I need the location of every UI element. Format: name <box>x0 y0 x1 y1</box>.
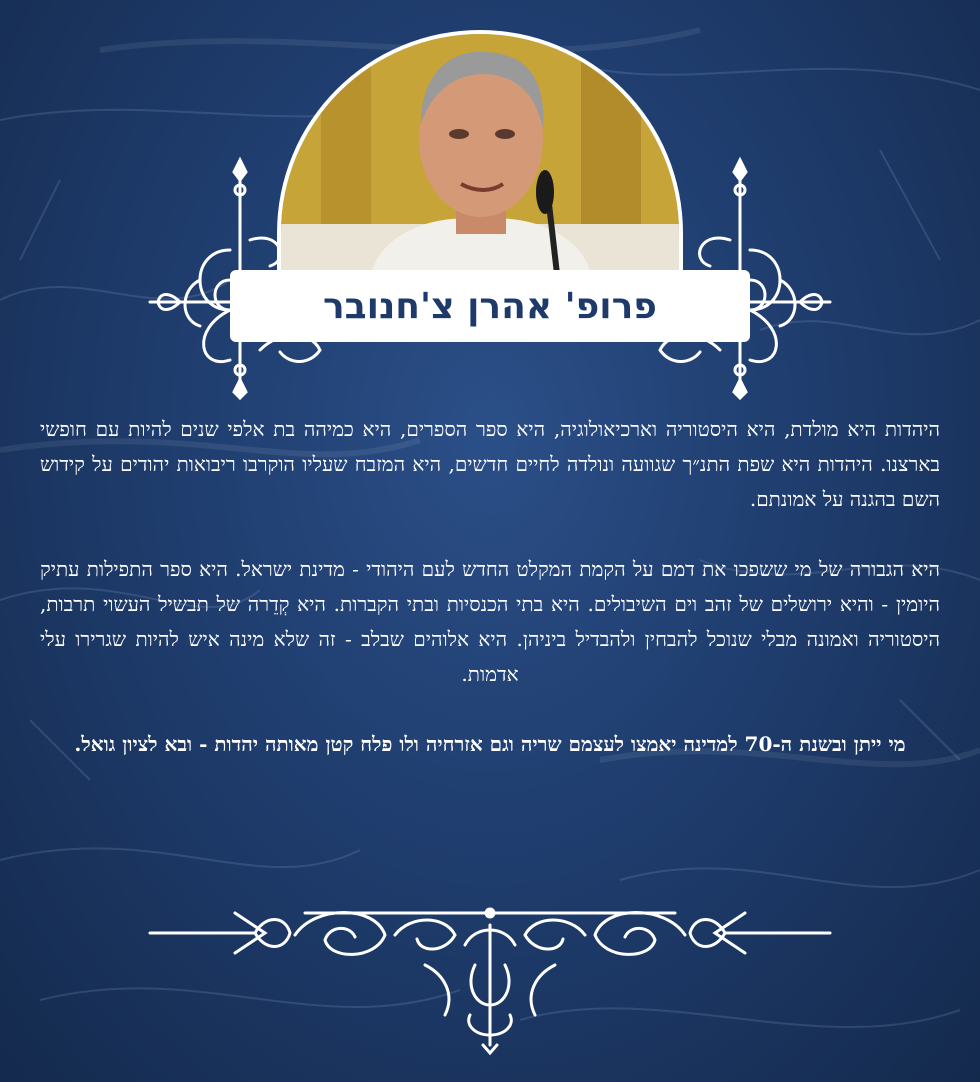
title-banner <box>230 270 750 342</box>
portrait-photo <box>277 30 683 270</box>
paragraph-3: מי ייתן ובשנת ה-70 למדינה יאמצו לעצמם שריה וגם אזרחיה ולו פלח קטן מאותה יהדות - ובא לציון גואל. <box>74 732 906 756</box>
footer-ornament <box>145 905 835 1055</box>
page-title: פרופ' אהרן צ'חנובר <box>322 285 657 327</box>
paragraph-1: היהדות היא מולדת, היא היסטוריה וארכיאולוגיה, היא ספר הספרים, היא כמיהה בת אלפי שנים להיות עם חופשי בארצנו. היהדות היא שפת התנ״ך שגוועה ונולדה לחיים חדשים, היא המזבח שעליו הוקרבו ריבואות יהודים על קידוש השם בהגנה על אמונתם. <box>40 417 940 511</box>
quote-body <box>40 412 940 762</box>
header-ornament <box>140 30 840 400</box>
paragraph-2: היא הגבורה של מי ששפכו את דמם על הקמת המקלט החדש לעם היהודי - מדינת ישראל. היא ספר התפילות עתיק היומין - והיא ירושלים של זהב וים השיבולים. היא בתי הכנסיות ובתי הקברות. היא קְדֵרה של תבשיל העשוי תרבות, היסטוריה ואמונה מבלי שנוכל להבחין ולהבדיל ביניהן. היא אלוהים שבלב - זה שלא מינה איש להיות שגרירו עלי אדמות. <box>40 557 941 686</box>
person-illustration <box>281 34 679 270</box>
